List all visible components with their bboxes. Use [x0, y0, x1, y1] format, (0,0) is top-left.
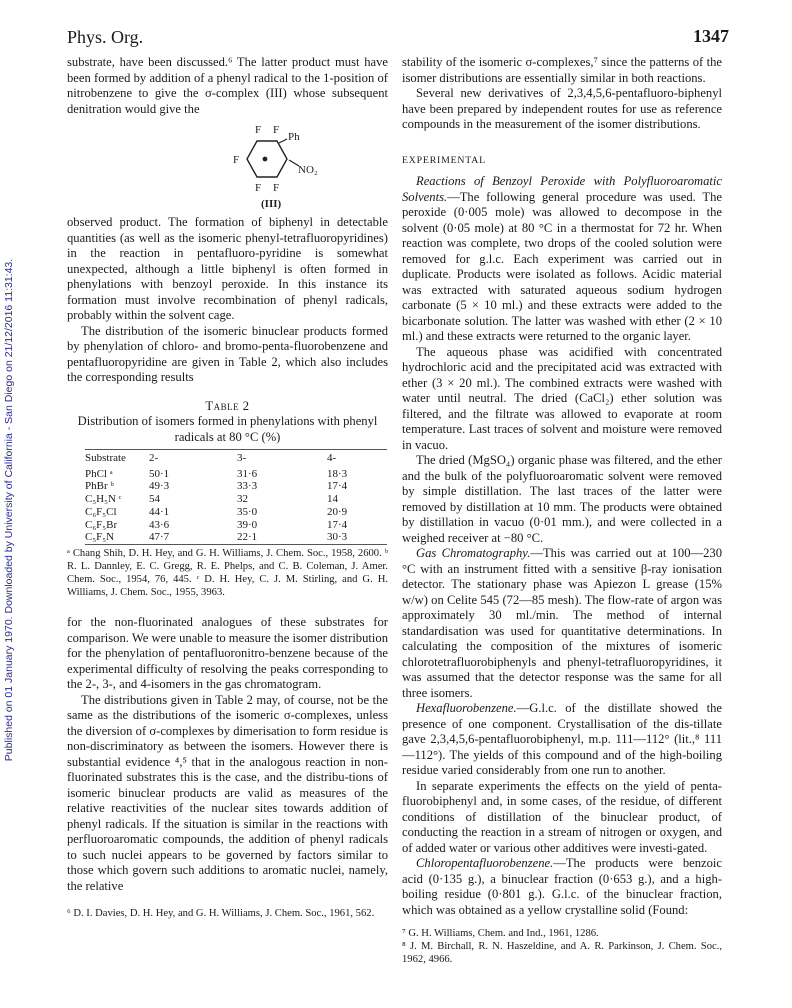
download-notice: Published on 01 January 1970. Downloaded by University of California - San Diego on 21/12/2016 11:31:43. [3, 258, 15, 762]
paragraph: observed product. The formation of biphenyl in detectable quantities (as well as the isomeric phenyl-tetrafluoropyridines) in the reaction in pentafluoro-pyridine is somewhat unexpected, although a little biphenyl is often formed in phenylations with benzoyl peroxide. In this instance its formation must involve recombination of phenyl radicals, probably within the solvent cage. [67, 215, 388, 322]
paragraph: The aqueous phase was acidified with concentrated hydrochloric acid and the precipitated acid was extracted with ether (3 × 20 ml.). The combined extracts were washed with water until neutral. The dried (CaCl₂) ether solution was filtered, and the filtrate was allowed to evaporate at room temperature. Last traces of solvent and moisture were removed in vacuo. [402, 344, 722, 452]
cell: 39·0 [237, 518, 258, 531]
table-header-row [85, 450, 387, 468]
cell: 49·3 [149, 480, 170, 493]
fluorine-label: F [255, 182, 262, 194]
cell: C₅F₅N [85, 531, 115, 544]
table-title: Table 2 [205, 398, 250, 413]
compound-label: (III) [261, 198, 282, 209]
col-header: 3- [237, 452, 247, 464]
cell: 47·7 [149, 531, 170, 544]
right-column [402, 55, 722, 966]
cell: C₆F₅Br [85, 518, 118, 531]
cell: 33·3 [237, 480, 258, 493]
paragraph: substrate, have been discussed.⁶ The latter product must have been formed by addition of a phenyl radical to the 1-position of nitrobenzene to give the σ-complex (III) whose subsequent denitration would give the [67, 55, 388, 116]
cell: 54 [149, 493, 160, 506]
paragraph: The dried (MgSO₄) organic phase was filtered, and the ether and the bulk of the polyfluoroaromatic solvent were removed by simple distillation. The last traces of the latter were removed by distillation at 10 mm. The products were obtained by distillation in vacuo (0·01 mm.), and were collected in a weighed receiver at −80 °C. [402, 453, 722, 545]
table-row [85, 519, 387, 532]
cell: 22·1 [237, 531, 258, 544]
table-caption: Distribution of isomers formed in phenylations with phenyl radicals at 80 °C (%) [77, 414, 378, 444]
footnote: ⁶ D. I. Davies, D. H. Hey, and G. H. Williams, J. Chem. Soc., 1961, 562. [67, 908, 375, 920]
table-row [85, 506, 387, 519]
footnote: ⁸ J. M. Birchall, R. N. Haszeldine, and A. R. Parkinson, J. Chem. Soc., 1962, 4966. [402, 940, 722, 965]
page-number: 1347 [693, 26, 729, 46]
col-header: 4- [327, 452, 337, 464]
paragraph: In separate experiments the effects on the yield of penta-fluorobiphenyl and, in some cases, of the residue, of different conditions of distillation of the binuclear product, of conducting the reaction in a stream of nitrogen or oxygen, and of added water or various other additives were investi-gated. [402, 778, 722, 855]
footnote: ⁷ G. H. Williams, Chem. and Ind., 1961, 1286. [402, 928, 599, 939]
cell: 44·1 [149, 505, 170, 518]
table-row [85, 531, 387, 544]
sigma-complex-structure [199, 119, 359, 209]
col-header: 2- [149, 452, 159, 464]
cell: 35·0 [237, 505, 258, 518]
paragraph: Several new derivatives of 2,3,4,5,6-pentafluoro-biphenyl have been prepared by independent routes for use as reference compounds in the measurement of the isomer distributions. [402, 86, 722, 131]
phenyl-label: Ph [288, 131, 300, 143]
paragraph [402, 701, 722, 779]
cell: C₅H₅N ᶜ [85, 493, 122, 506]
table-row [85, 480, 387, 493]
paragraph-text: —The following general procedure was used. The peroxide (0·005 mole) was allowed to decompose in the solvent (0·05 mole) at 80 °C in a thermostat for 72 hr. When reaction was complete, two drops of the cooled solution were removed for g.l.c. Each experiment was carried out in duplicate. Products were isolated as follows. Acidic material was extracted with saturated aqueous sodium hydrogen carbonate (5 × 10 ml.) and these extracts were added to the bicarbonate solution. The latter was washed with ether (2 × 10 ml.) and these extracts were returned to the organic layer. [402, 189, 722, 343]
paragraph: The distributions given in Table 2 may, of course, not be the same as the distributions of the isomeric σ-complexes, unless the diversion of σ-complexes by dimerisation to form residue is non-discriminatory as between the isomers. However there is substantial evidence ⁴,⁵ that in the analogous reaction in non-fluorinated substrates this is the case, and the distribu-tions of isomeric binuclear products are valid as measures of the relative reactivities of the nuclear sites towards addition of phenyl radicals. If the situation is similar in the reactions with perfluoroaromatic compounds, the addition of phenyl radicals to such nuclei appears to be governed by factors similar to those which govern such additions to aromatic nuclei, namely, the relative [67, 692, 388, 893]
cell: C₆F₅Cl [85, 505, 117, 518]
run-in-title: Reactions of Benzoyl Peroxide with Polyfluoroaromatic Solvents. [402, 174, 722, 204]
table-row [85, 493, 387, 506]
fluorine-label: F [233, 154, 240, 166]
cell: 32 [237, 493, 248, 506]
run-in-title: Chloropentafluorobenzene. [416, 856, 554, 870]
cell: 20·9 [327, 505, 348, 518]
left-column [67, 55, 388, 921]
fluorine-label: F [273, 124, 280, 136]
fluorine-label: F [273, 182, 280, 194]
cell: 50·1 [149, 467, 170, 480]
cell: PhBr ᵇ [85, 480, 114, 493]
cell: 14 [327, 493, 338, 506]
fluorine-label: F [255, 124, 262, 136]
paragraph [402, 546, 722, 701]
run-in-title: Hexafluorobenzene. [416, 701, 517, 715]
run-in-title: Gas Chromatography. [416, 546, 531, 560]
cell: 18·3 [327, 467, 348, 480]
cell: 17·4 [327, 518, 348, 531]
table-footnote: ᵃ Chang Shih, D. H. Hey, and G. H. Williams, J. Chem. Soc., 1958, 2600. ᵇ R. L. Dannley, E. C. Gregg, R. E. Phelps, and C. B. Coleman, J. Amer. Chem. Soc., 1954, 76, 445. ᶜ D. H. Hey, C. J. M. Stirling, and G. H. Williams, J. Chem. Soc., 1955, 3963. [67, 548, 388, 598]
section-heading: EXPERIMENTAL [402, 154, 486, 166]
cell: 17·4 [327, 480, 348, 493]
isomer-distribution-table [85, 449, 387, 545]
table-row [85, 468, 387, 481]
cell: 43·6 [149, 518, 170, 531]
paragraph: for the non-fluorinated analogues of these substrates for comparison. We were unable to measure the isomer distribution for the phenylation of pentafluoronitro-benzene because of the experimental difficulty of resolving the peaks corresponding to the 2-, 3-, and 4-isomers in the gas chromatogram. [67, 615, 388, 692]
col-header: Substrate [85, 452, 126, 464]
paragraph [402, 174, 722, 345]
paragraph-text: —G.l.c. of the distillate showed the presence of one component. Crystallisation of the dis-tillate gave 2,3,4,5,6-pentafluorobiphenyl, m.p. 111—112° (lit.,⁸ 111—112°). The yields of this compound and of the high-boiling residue varied considerably from one run to another. [402, 701, 722, 777]
nitro-label: NO₂ [298, 164, 318, 176]
paragraph: The distribution of the isomeric binuclear products formed by phenylation of chloro- and bromo-penta-fluorobenzene and pentafluoropyridine are given in Table 2, which also includes the corresponding results [67, 323, 388, 384]
cell: PhCl ᵃ [85, 467, 113, 480]
cell: 30·3 [327, 531, 348, 544]
cell: 31·6 [237, 467, 258, 480]
download-watermark [2, 40, 16, 980]
paragraph-text: —This was carried out at 100—230 °C with an instrument fitted with a sensitive β-ray ionisation detector. The stationary phase was Apiezon L grease (15% w/w) on Celite 545 (72—85 mesh). The flow-rate of argon was approximately 30 ml./min. The method of internal standardisation was used for quantitative determinations. In calculating the composition of the mixtures of isomeric chlorotetrafluorobiphenyls and phenyl-tetrafluoropyridines, it was assumed that the detector response was the same for all three isomers. [402, 546, 722, 700]
paragraph [402, 856, 722, 918]
journal-section: Phys. Org. [67, 27, 144, 47]
paragraph-text: —The products were benzoic acid (0·135 g.), a binuclear fraction (0·653 g.), and a high-boiling residue (0·801 g.). G.l.c. of the binuclear fraction, which was obtained as a yellow crystalline solid (Found: [402, 856, 722, 917]
paragraph: stability of the isomeric σ-complexes,⁷ since the patterns of the isomer distributions are essentially similar in both reactions. [402, 55, 722, 85]
